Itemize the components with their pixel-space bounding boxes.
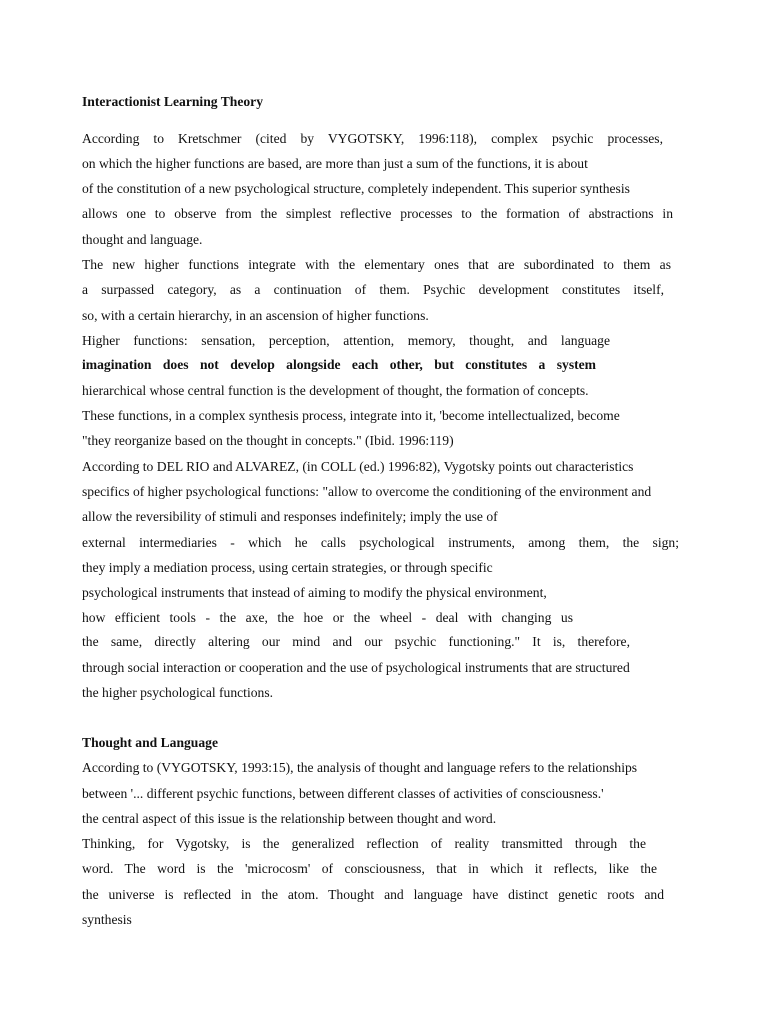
paragraph-line: the universe is reflected in the atom. Thought and language have distinct genetic roots and [82,887,664,902]
paragraph-line: According to Kretschmer (cited by VYGOTSKY, 1996:118), complex psychic processes, [82,131,663,146]
paragraph-line: These functions, in a complex synthesis process, integrate into it, 'become intellectualized, become [82,408,620,423]
paragraph-line: According to DEL RIO and ALVAREZ, (in COLL (ed.) 1996:82), Vygotsky points out characteristics [82,459,634,474]
section-heading-thought-language: Thought and Language [82,735,218,750]
paragraph-line: how efficient tools - the axe, the hoe or the wheel - deal with changing us [82,610,573,625]
paragraph-line: synthesis [82,912,132,927]
paragraph-line: the same, directly altering our mind and our psychic functioning." It is, therefore, [82,634,630,649]
paragraph-line: word. The word is the 'microcosm' of consciousness, that in which it reflects, like the [82,861,657,876]
paragraph-line: of the constitution of a new psychological structure, completely independent. This superior synthesis [82,181,630,196]
paragraph-line: Higher functions: sensation, perception, attention, memory, thought, and language [82,333,610,348]
paragraph-line: According to (VYGOTSKY, 1993:15), the analysis of thought and language refers to the relationships [82,760,638,775]
paragraph-line: through social interaction or cooperation and the use of psychological instruments that are structured [82,660,630,675]
paragraph-line-bold: imagination does not develop alongside each other, but constitutes a system [82,357,596,372]
paragraph-line: specifics of higher psychological functions: "allow to overcome the conditioning of the environment and [82,484,652,499]
paragraph-line: a surpassed category, as a continuation of them. Psychic development constitutes itself, [82,282,664,297]
section-heading-interactionist: Interactionist Learning Theory [82,94,263,109]
paragraph-line: so, with a certain hierarchy, in an ascension of higher functions. [82,308,429,323]
paragraph-line: psychological instruments that instead of aiming to modify the physical environment, [82,585,547,600]
paragraph-line: allows one to observe from the simplest reflective processes to the formation of abstractions in [82,206,673,221]
paragraph-line: The new higher functions integrate with the elementary ones that are subordinated to them as [82,257,671,272]
paragraph-line: "they reorganize based on the thought in concepts." (Ibid. 1996:119) [82,433,454,448]
paragraph-line: allow the reversibility of stimuli and responses indefinitely; imply the use of [82,509,498,524]
paragraph-line: between '... different psychic functions, between different classes of activities of consciousness.' [82,786,604,801]
paragraph-line: external intermediaries - which he calls psychological instruments, among them, the sign; [82,535,679,550]
paragraph-line: the central aspect of this issue is the relationship between thought and word. [82,811,497,826]
paragraph-line: they imply a mediation process, using certain strategies, or through specific [82,560,493,575]
paragraph-line: hierarchical whose central function is the development of thought, the formation of concepts. [82,383,589,398]
paragraph-line: the higher psychological functions. [82,685,274,700]
paragraph-line: on which the higher functions are based, are more than just a sum of the functions, it is about [82,156,588,171]
paragraph-line: Thinking, for Vygotsky, is the generalized reflection of reality transmitted through the [82,836,646,851]
paragraph-line: thought and language. [82,232,203,247]
